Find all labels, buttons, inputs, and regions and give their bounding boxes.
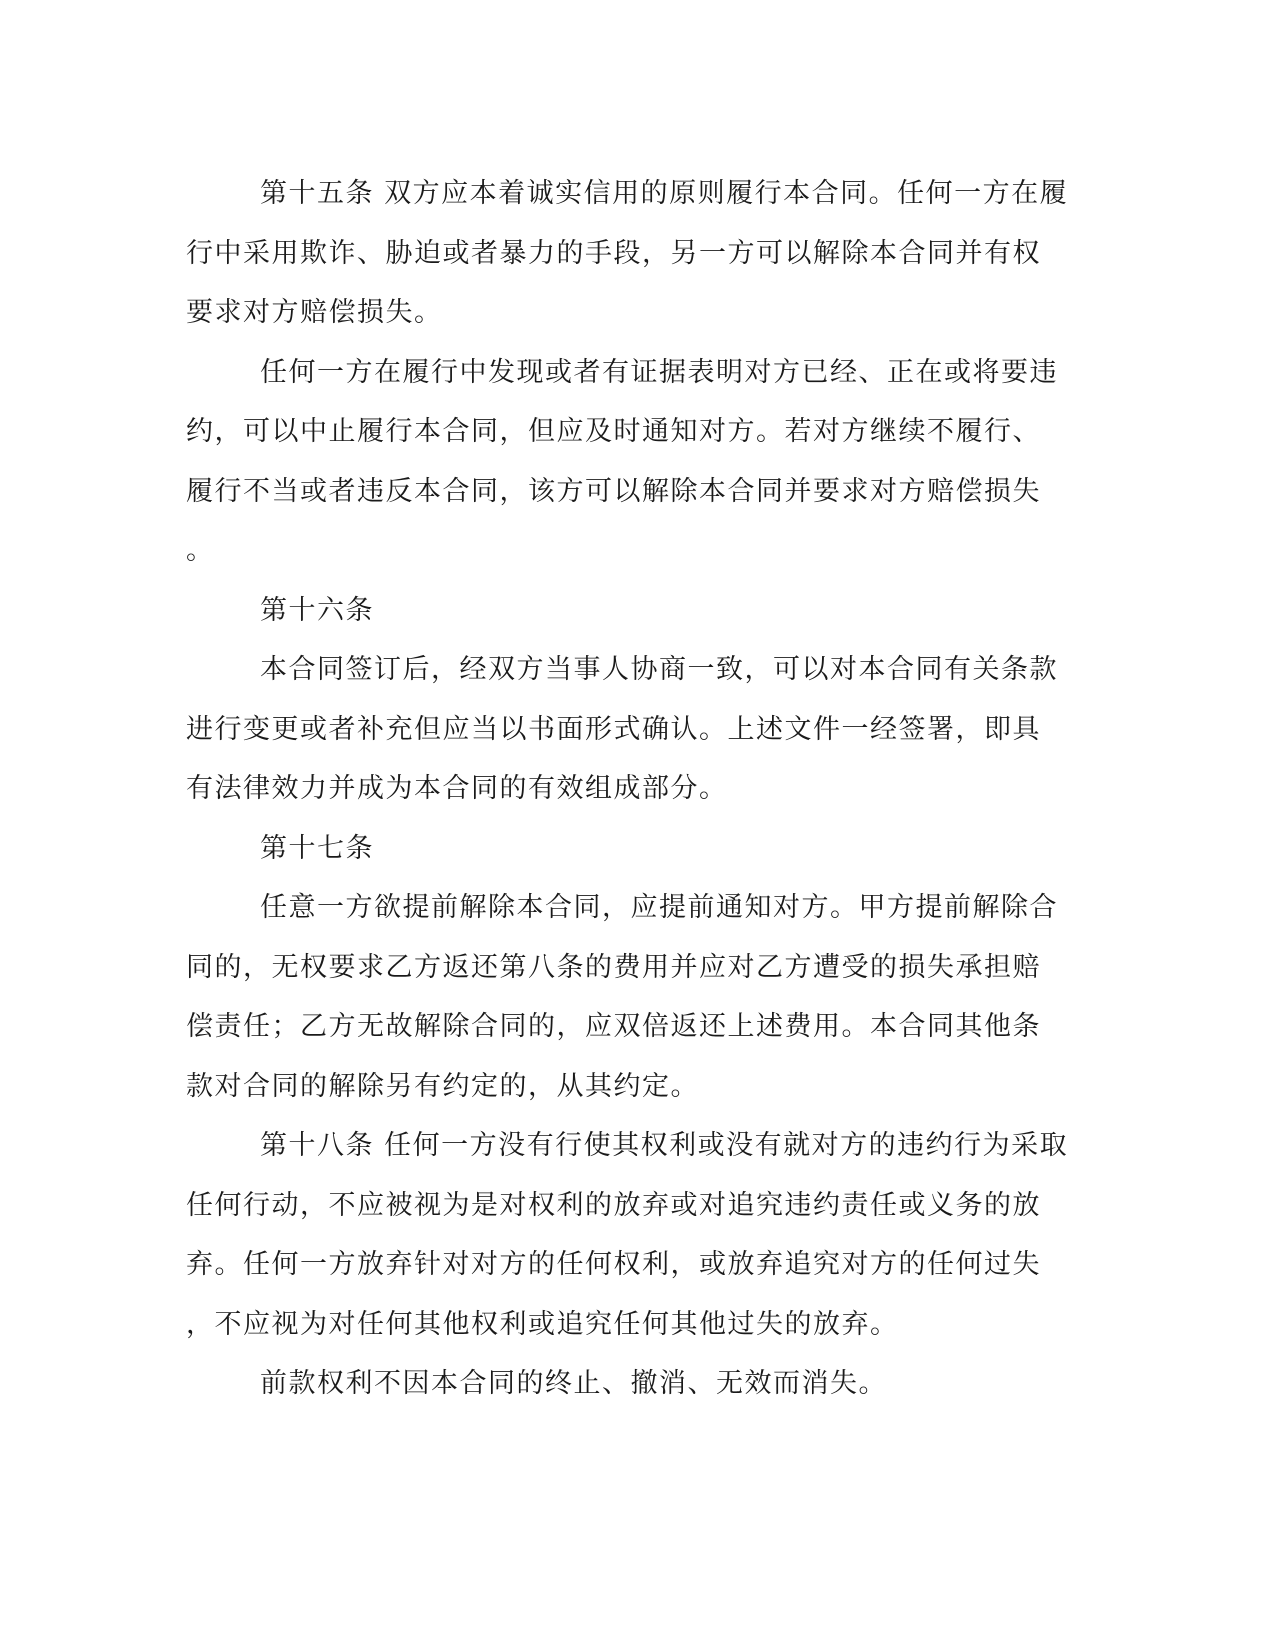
- article-16-line-3: 有法律效力并成为本合同的有效组成部分。: [186, 773, 728, 804]
- article-18-line-2: 任何行动，不应被视为是对权利的放弃或对追究违约责任或义务的放: [186, 1189, 1041, 1221]
- article-18-line-3: 弃。任何一方放弃针对对方的任何权利，或放弃追究对方的任何过失: [186, 1249, 1041, 1280]
- article-18-line-4: ，不应视为对任何其他权利或追究任何其他过失的放弃。: [186, 1308, 899, 1340]
- article-17-line-3: 偿责任；乙方无故解除合同的，应双倍返还上述费用。本合同其他条: [186, 1011, 1041, 1042]
- article-15-line-3: 要求对方赔偿损失。: [186, 297, 443, 328]
- article-15-line-2: 行中采用欺诈、胁迫或者暴力的手段，另一方可以解除本合同并有权: [186, 237, 1041, 269]
- article-18-line-1: 第十八条 任何一方没有行使其权利或没有就对方的违约行为采取: [260, 1130, 1069, 1161]
- article-17-heading: 第十七条: [260, 832, 374, 864]
- article-15-line-1: 第十五条 双方应本着诚实信用的原则履行本合同。任何一方在履: [260, 178, 1069, 209]
- article-15-para2-line-3: 履行不当或者违反本合同，该方可以解除本合同并要求对方赔偿损失: [186, 475, 1041, 507]
- article-15-para2-line-1: 任何一方在履行中发现或者有证据表明对方已经、正在或将要违: [260, 356, 1058, 388]
- article-16-heading: 第十六条: [260, 594, 374, 626]
- article-15-para2-line-2: 约，可以中止履行本合同，但应及时通知对方。若对方继续不履行、: [186, 416, 1041, 447]
- article-15-para2-line-4: 。: [186, 535, 215, 566]
- article-17-line-4: 款对合同的解除另有约定的，从其约定。: [186, 1070, 699, 1102]
- article-16-line-2: 进行变更或者补充但应当以书面形式确认。上述文件一经签署，即具: [186, 713, 1041, 745]
- article-17-line-1: 任意一方欲提前解除本合同，应提前通知对方。甲方提前解除合: [260, 892, 1058, 923]
- article-16-line-1: 本合同签订后，经双方当事人协商一致，可以对本合同有关条款: [260, 654, 1058, 685]
- article-17-line-2: 同的，无权要求乙方返还第八条的费用并应对乙方遭受的损失承担赔: [186, 951, 1041, 983]
- document-body: [186, 164, 1069, 1414]
- article-18-para2-line-1: 前款权利不因本合同的终止、撤消、无效而消失。: [260, 1368, 887, 1399]
